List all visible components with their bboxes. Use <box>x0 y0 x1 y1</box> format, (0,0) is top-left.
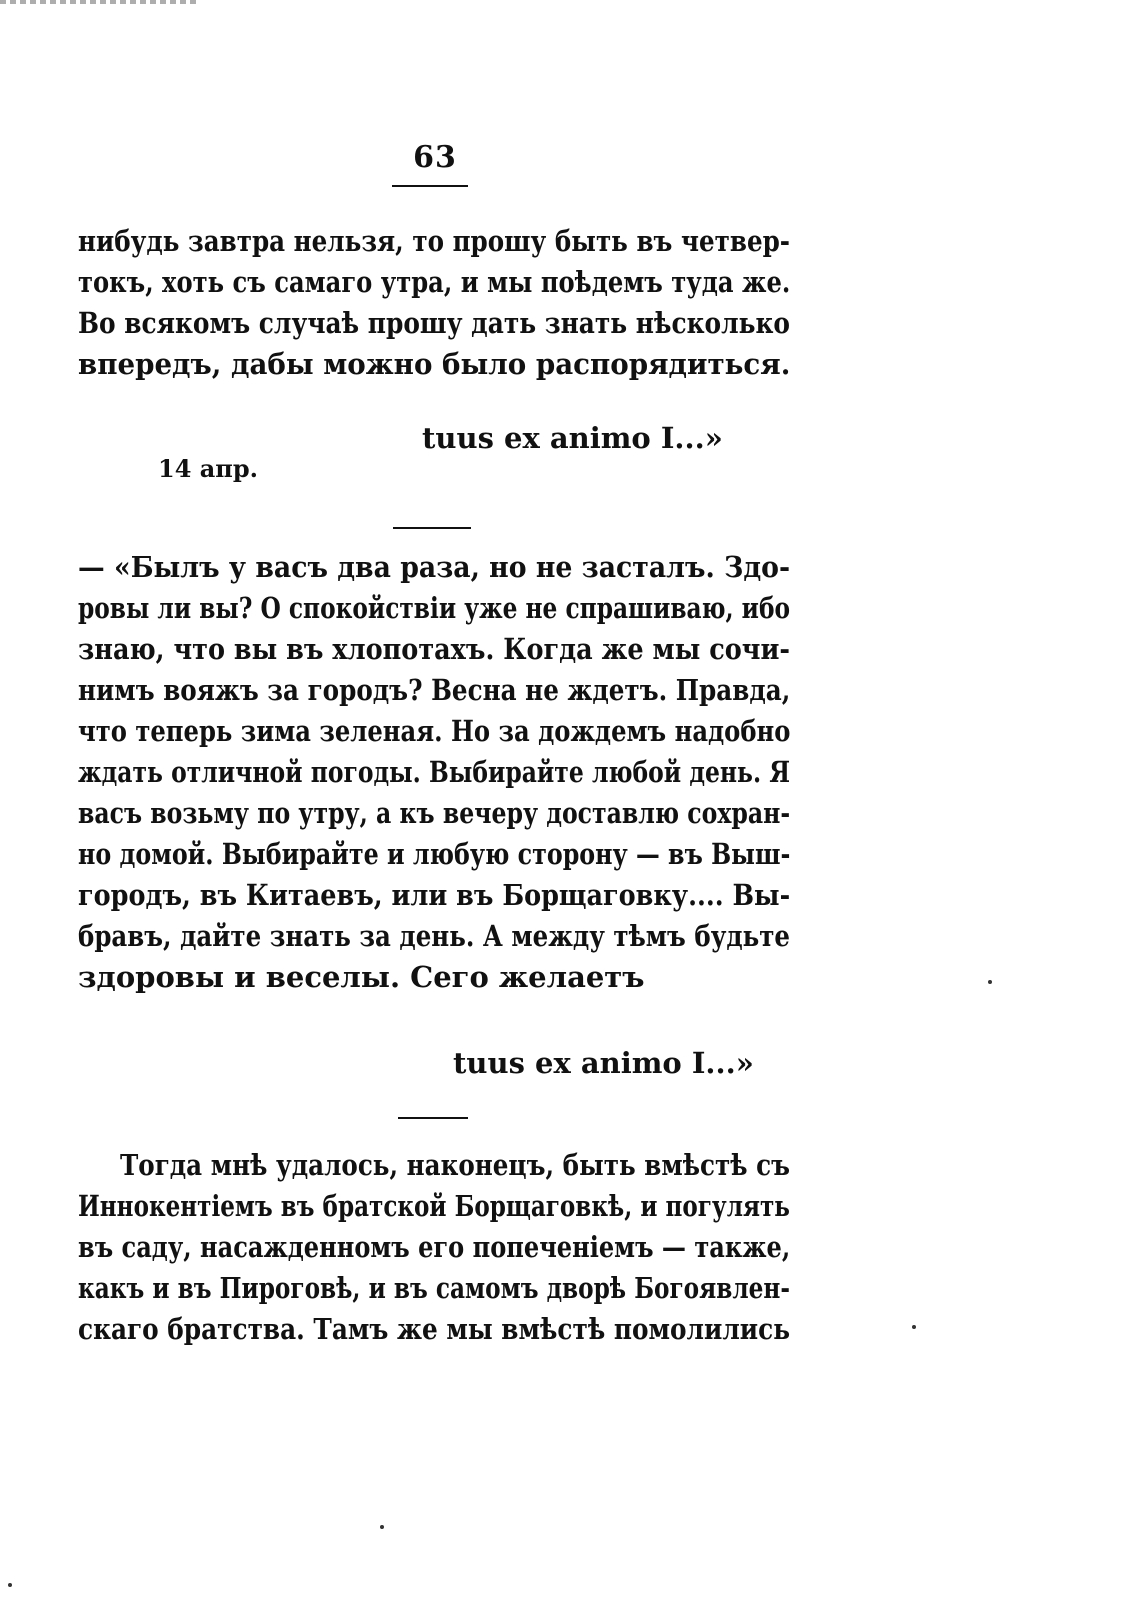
paragraph2-line: знаю, что вы въ хлопотахъ. Когда же мы сочи- <box>78 632 791 666</box>
scan-speck <box>912 1325 916 1329</box>
paragraph2-line: ровы ли вы? О спокойствіи уже не спрашиваю, ибо <box>78 591 790 625</box>
paragraph3-line: Иннокентіемъ въ братской Борщаговкѣ, и погулять <box>78 1189 790 1223</box>
scan-artifact <box>0 0 200 4</box>
paragraph1-line: токъ, хоть съ самаго утра, и мы поѣдемъ туда же. <box>78 265 791 299</box>
scan-speck <box>380 1525 384 1529</box>
page-number-rule <box>392 185 468 187</box>
paragraph1-line: Во всякомъ случаѣ прошу дать знать нѣсколько <box>78 306 791 340</box>
paragraph3-line: Тогда мнѣ удалось, наконецъ, быть вмѣстѣ съ <box>120 1148 790 1182</box>
paragraph1-line: впередъ, дабы можно было распорядиться. <box>78 347 791 381</box>
letter-date: 14 апр. <box>158 454 259 483</box>
paragraph2-line: здоровы и веселы. Сего желаетъ <box>78 960 645 994</box>
paragraph3-line: въ саду, насажденномъ его попеченіемъ — также, <box>78 1230 791 1264</box>
paragraph3-line: скаго братства. Тамъ же мы вмѣстѣ помолились <box>78 1312 791 1346</box>
paragraph2-line: ждать отличной погоды. Выбирайте любой день. Я <box>78 755 791 789</box>
signature: tuus ex animo I...» <box>453 1046 754 1080</box>
paragraph2-line: нимъ вояжъ за городъ? Весна не ждетъ. Правда, <box>78 673 791 707</box>
paragraph2-line: бравъ, дайте знать за день. А между тѣмъ будьте <box>78 919 790 953</box>
scan-speck <box>988 980 992 984</box>
page-number: 63 <box>413 140 457 175</box>
paragraph2-line: васъ возьму по утру, а къ вечеру доставлю сохран- <box>78 796 791 830</box>
signature: tuus ex animo I...» <box>422 421 723 455</box>
section-divider <box>393 527 471 529</box>
scan-speck <box>8 1583 12 1587</box>
paragraph3-line: какъ и въ Пироговѣ, и въ самомъ дворѣ Богоявлен- <box>78 1271 790 1305</box>
section-divider <box>398 1117 468 1119</box>
paragraph2-line: но домой. Выбирайте и любую сторону — въ Выш- <box>78 837 791 871</box>
paragraph2-line: что теперь зима зеленая. Но за дождемъ надобно <box>78 714 791 748</box>
paragraph1-line: нибудь завтра нельзя, то прошу быть въ четвер- <box>78 224 790 258</box>
paragraph2-line: — «Былъ у васъ два раза, но не засталъ. Здо- <box>78 550 791 584</box>
paragraph2-line: городъ, въ Китаевъ, или въ Борщаговку.... Вы- <box>78 878 791 912</box>
